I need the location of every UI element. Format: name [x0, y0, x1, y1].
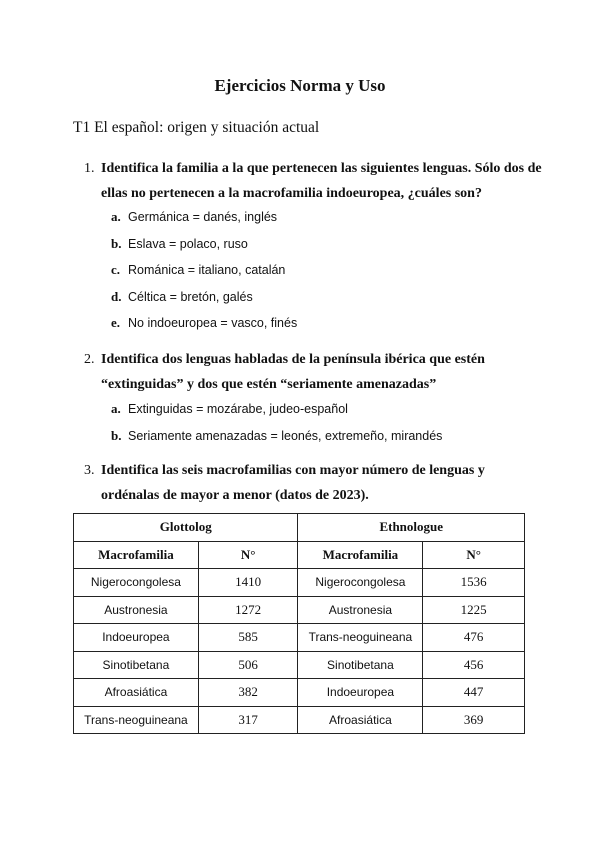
table-row [74, 651, 525, 679]
table-cell: 382 [198, 679, 298, 707]
glottolog-header: Glottolog [74, 514, 298, 542]
column-header: N° [198, 541, 298, 569]
column-header: Macrofamilia [298, 541, 423, 569]
option-letter: a. [111, 401, 121, 416]
question-1-options [111, 204, 297, 337]
table-cell: Sinotibetana [74, 651, 199, 679]
table-cell: Sinotibetana [298, 651, 423, 679]
table-row [74, 679, 525, 707]
option-text: Extinguidas = mozárabe, judeo-español [128, 402, 348, 416]
document-title: Ejercicios Norma y Uso [214, 76, 386, 95]
table-cell: 506 [198, 651, 298, 679]
table-cell: Nigerocongolesa [74, 569, 199, 597]
table-cell: Afroasiática [74, 679, 199, 707]
question-number: 3. [84, 463, 95, 478]
option-text: No indoeuropea = vasco, finés [128, 316, 298, 330]
option-letter: b. [111, 235, 122, 251]
table-cell: Nigerocongolesa [298, 569, 423, 597]
table-cell: Austronesia [298, 596, 423, 624]
option-text: Eslava = polaco, ruso [128, 236, 248, 251]
table-row [74, 596, 525, 624]
option-item [111, 204, 297, 231]
ethnologue-header: Ethnologue [298, 514, 525, 542]
macrofamily-table [73, 513, 525, 734]
option-item [111, 310, 297, 337]
option-letter: c. [111, 262, 121, 277]
question-text: Identifica dos lenguas habladas de la península ibérica que estén “extinguidas” y dos que estén “seriamente amenazadas” [101, 352, 485, 392]
section-heading: T1 El español: origen y situación actual [73, 119, 320, 136]
table-cell: 369 [423, 706, 525, 734]
table-cell: Trans-neoguineana [74, 706, 199, 734]
option-text: Románica = italiano, catalán [128, 263, 286, 277]
table-group-header-row [74, 514, 525, 542]
question-text: Identifica las seis macrofamilias con mayor número de lenguas y ordénalas de mayor a menor (datos de 2023). [101, 463, 485, 503]
option-letter: d. [111, 288, 122, 304]
option-letter: b. [111, 427, 122, 443]
table-cell: 447 [423, 679, 525, 707]
table-row [74, 624, 525, 652]
column-header: Macrofamilia [74, 541, 199, 569]
table-cell: 476 [423, 624, 525, 652]
table-cell: 456 [423, 651, 525, 679]
table-column-header-row [74, 541, 525, 569]
question-3 [84, 458, 544, 508]
question-number: 2. [84, 352, 95, 367]
option-text: Céltica = bretón, galés [128, 289, 253, 304]
question-1 [84, 156, 544, 206]
table-row [74, 569, 525, 597]
table-cell: 1410 [198, 569, 298, 597]
table-cell: Indoeuropea [298, 679, 423, 707]
table-cell: 1536 [423, 569, 525, 597]
table-cell: 1272 [198, 596, 298, 624]
option-item [111, 423, 442, 450]
option-text: Germánica = danés, inglés [128, 210, 278, 224]
column-header: N° [423, 541, 525, 569]
option-item [111, 396, 442, 423]
table-cell: Austronesia [74, 596, 199, 624]
option-item [111, 284, 297, 311]
table-cell: 317 [198, 706, 298, 734]
question-text: Identifica la familia a la que pertenecen las siguientes lenguas. Sólo dos de ellas no pertenecen a la macrofamilia indoeuropea, ¿cuáles son? [101, 161, 542, 201]
table-cell: Afroasiática [298, 706, 423, 734]
table-cell: 1225 [423, 596, 525, 624]
option-item [111, 231, 297, 258]
option-letter: e. [111, 315, 121, 330]
option-letter: a. [111, 209, 121, 224]
table-row [74, 706, 525, 734]
question-number: 1. [84, 161, 95, 176]
option-text: Seriamente amenazadas = leonés, extremeño, mirandés [128, 428, 443, 443]
question-2-options [111, 396, 442, 449]
table-cell: Trans-neoguineana [298, 624, 423, 652]
option-item [111, 257, 297, 284]
question-2 [84, 347, 544, 397]
table-cell: 585 [198, 624, 298, 652]
table-cell: Indoeuropea [74, 624, 199, 652]
